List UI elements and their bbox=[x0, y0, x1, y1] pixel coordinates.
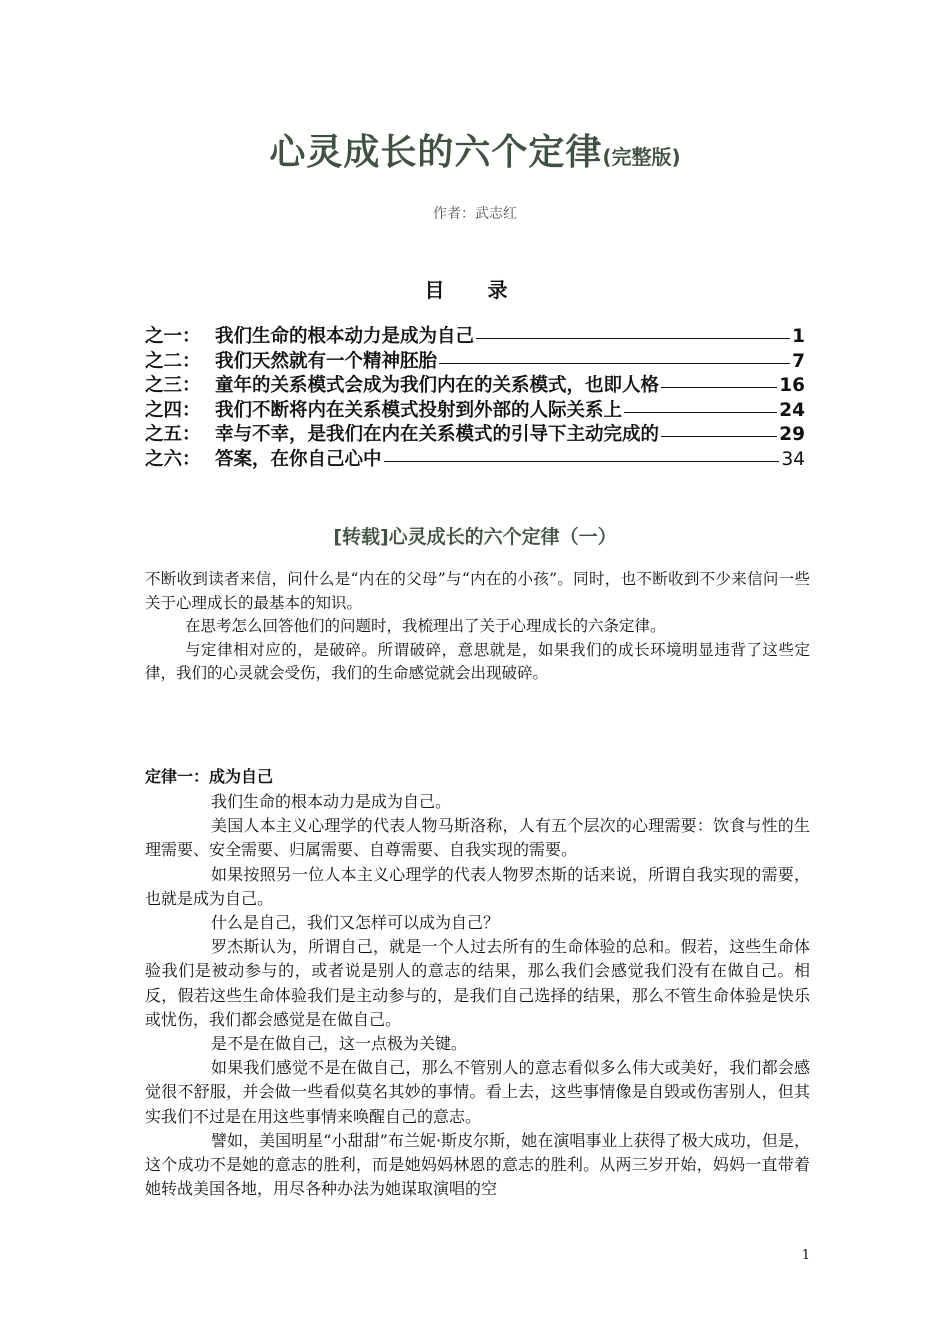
toc-item-text: 童年的关系模式会成为我们内在的关系模式，也即人格 bbox=[215, 375, 660, 396]
body-paragraph: 我们生命的根本动力是成为自己。 bbox=[211, 792, 452, 811]
toc-item-number: 之六： bbox=[145, 448, 201, 470]
document-title bbox=[0, 124, 950, 175]
toc-heading: 目 录 bbox=[424, 278, 526, 302]
title-main: 心灵成长的六个定律 bbox=[269, 132, 603, 173]
body-paragraph: 如果按照另一位人本主义心理学的代表人物罗杰斯的话来说，所谓自我实现的需要，也就是成为自己。 bbox=[145, 864, 810, 908]
toc-item-page: 29 bbox=[779, 424, 805, 445]
title-subtitle: (完整版) bbox=[602, 145, 681, 169]
toc-item-text: 我们天然就有一个精神胚胎 bbox=[215, 350, 438, 372]
toc-item-text: 幸与不幸，是我们在内在关系模式的引导下主动完成的 bbox=[215, 424, 660, 445]
toc-item[interactable] bbox=[145, 423, 805, 448]
intro-paragraph: 在思考怎么回答他们的问题时，我梳理出了关于心理成长的六条定律。 bbox=[185, 617, 666, 635]
toc-item[interactable] bbox=[145, 399, 805, 424]
toc-item-page: 24 bbox=[779, 399, 805, 421]
toc-leader-line bbox=[661, 374, 777, 388]
toc-leader-line bbox=[661, 423, 777, 437]
table-of-contents bbox=[145, 325, 805, 472]
toc-item-number: 之五： bbox=[145, 424, 201, 445]
toc-item-number: 之二： bbox=[145, 350, 201, 372]
toc-item-page: 7 bbox=[792, 350, 805, 372]
author-line: 作者：武志红 bbox=[433, 206, 517, 222]
page-number: 1 bbox=[801, 1248, 810, 1263]
intro-paragraph: 不断收到读者来信，问什么是“内在的父母”与“内在的小孩”。同时，也不断收到不少来信问一些关于心理成长的最基本的知识。 bbox=[145, 570, 810, 612]
intro-text bbox=[145, 568, 810, 686]
body-paragraph: 什么是自己，我们又怎样可以成为自己？ bbox=[211, 913, 500, 933]
toc-item-page: 16 bbox=[779, 375, 805, 396]
toc-item-number: 之四： bbox=[145, 399, 201, 421]
body-paragraph: 是不是在做自己，这一点极为关键。 bbox=[211, 1034, 468, 1054]
body-paragraph: 美国人本主义心理学的代表人物马斯洛称，人有五个层次的心理需要：饮食与性的生理需要、安全需要、归属需要、自尊需要、自我实现的需要。 bbox=[145, 816, 810, 860]
toc-item-page: 1 bbox=[792, 326, 805, 347]
toc-item[interactable] bbox=[145, 374, 805, 399]
toc-item-page: 34 bbox=[781, 448, 805, 470]
toc-leader-line bbox=[624, 399, 777, 413]
body-paragraph: 譬如，美国明星“小甜甜”布兰妮·斯皮尔斯，她在演唱事业上获得了极大成功，但是，这个成功不是她的意志的胜利，而是她妈妈林恩的意志的胜利。从两三岁开始，妈妈一直带着她转战美国各地，用尽各种办法为她谋取演唱的空 bbox=[145, 1130, 810, 1199]
toc-item-number: 之三： bbox=[145, 375, 201, 396]
toc-item-text: 答案，在你自己心中 bbox=[215, 448, 382, 470]
body-paragraph: 罗杰斯认为，所谓自己，就是一个人过去所有的生命体验的总和。假若，这些生命体验我们是被动参与的，或者说是别人的意志的结果，那么我们会感觉我们没有在做自己。相反，假若这些生命体验我们是主动参与的，是我们自己选择的结果，那么不管生命体验是快乐或忧伤，我们都会感觉是在做自己。 bbox=[145, 937, 810, 1029]
toc-item[interactable] bbox=[145, 350, 805, 375]
law-body bbox=[145, 790, 810, 1201]
body-paragraph: 如果我们感觉不是在做自己，那么不管别人的意志看似多么伟大或美好，我们都会感觉很不舒服，并会做一些看似莫名其妙的事情。看上去，这些事情像是自毁或伤害别人，但其实我们不过是在用这些事情来唤醒自己的意志。 bbox=[145, 1058, 810, 1126]
toc-leader-line bbox=[476, 325, 790, 339]
law-heading: 定律一：成为自己 bbox=[145, 767, 274, 786]
toc-item-number: 之一： bbox=[145, 326, 201, 347]
toc-item-text: 我们生命的根本动力是成为自己 bbox=[215, 326, 475, 347]
section-title: [转载]心灵成长的六个定律（一） bbox=[333, 526, 617, 548]
toc-item[interactable] bbox=[145, 448, 805, 473]
toc-item[interactable] bbox=[145, 325, 805, 350]
intro-paragraph: 与定律相对应的，是破碎。所谓破碎，意思就是，如果我们的成长环境明显违背了这些定律，我们的心灵就会受伤，我们的生命感觉就会出现破碎。 bbox=[145, 640, 810, 682]
toc-leader-line bbox=[384, 448, 780, 462]
toc-leader-line bbox=[439, 350, 790, 364]
toc-item-text: 我们不断将内在关系模式投射到外部的人际关系上 bbox=[215, 399, 623, 421]
